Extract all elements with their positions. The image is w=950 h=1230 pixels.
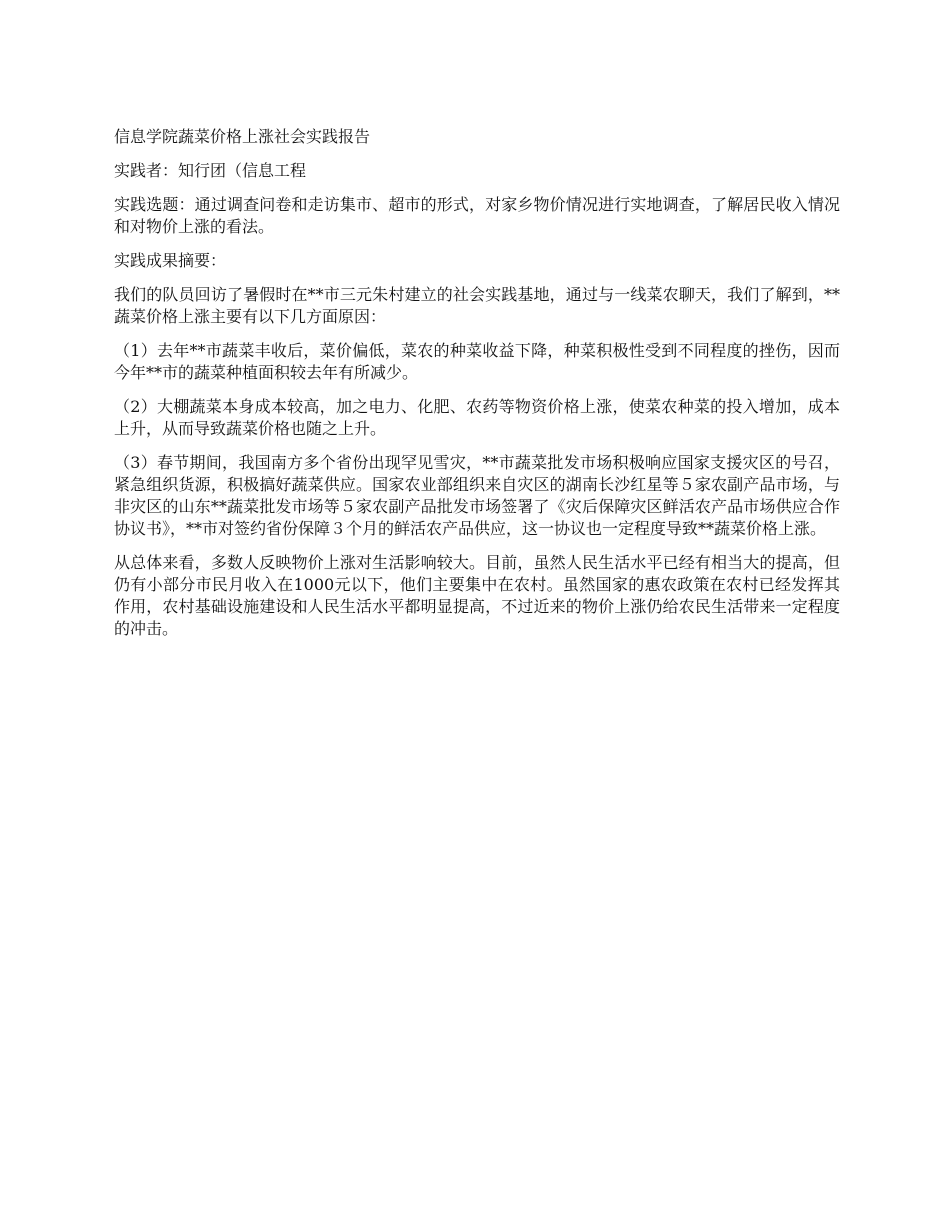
practitioner-line: 实践者：知行团（信息工程: [114, 161, 307, 180]
reason-1-paragraph: （1）去年**市蔬菜丰收后，菜价偏低，菜农的种菜收益下降，种菜积极性受到不同程度的挫伤，因而今年**市的蔬菜种植面积较去年有所减少。: [114, 341, 840, 382]
document-page: [114, 126, 840, 652]
conclusion-paragraph: 从总体来看，多数人反映物价上涨对生活影响较大。目前，虽然人民生活水平已经有相当大的提高，但仍有小部分市民月收入在1000元以下，他们主要集中在农村。虽然国家的惠农政策在农村已经发挥其作用，农村基础设施建设和人民生活水平都明显提高，不过近来的物价上涨仍给农民生活带来一定程度的冲击。: [114, 553, 840, 638]
document-title: 信息学院蔬菜价格上涨社会实践报告: [114, 127, 371, 146]
reason-2-paragraph: （2）大棚蔬菜本身成本较高，加之电力、化肥、农药等物资价格上涨，使菜农种菜的投入增加，成本上升，从而导致蔬菜价格也随之上升。: [114, 397, 840, 438]
reason-3-paragraph: （3）春节期间，我国南方多个省份出现罕见雪灾，**市蔬菜批发市场积极响应国家支援灾区的号召，紧急组织货源，积极搞好蔬菜供应。国家农业部组织来自灾区的湖南长沙红星等５家农副产品市场，与非灾区的山东**蔬菜批发市场等５家农副产品批发市场签署了《灾后保障灾区鲜活农产品市场供应合作协议书》，**市对签约省份保障３个月的鲜活农产品供应，这一协议也一定程度导致**蔬菜价格上涨。: [114, 453, 840, 538]
summary-heading: 实践成果摘要：: [114, 251, 227, 270]
intro-paragraph: 我们的队员回访了暑假时在**市三元朱村建立的社会实践基地，通过与一线菜农聊天，我们了解到，**蔬菜价格上涨主要有以下几方面原因：: [114, 285, 840, 326]
topic-paragraph: 实践选题：通过调查问卷和走访集市、超市的形式，对家乡物价情况进行实地调查，了解居民收入情况和对物价上涨的看法。: [114, 195, 840, 236]
